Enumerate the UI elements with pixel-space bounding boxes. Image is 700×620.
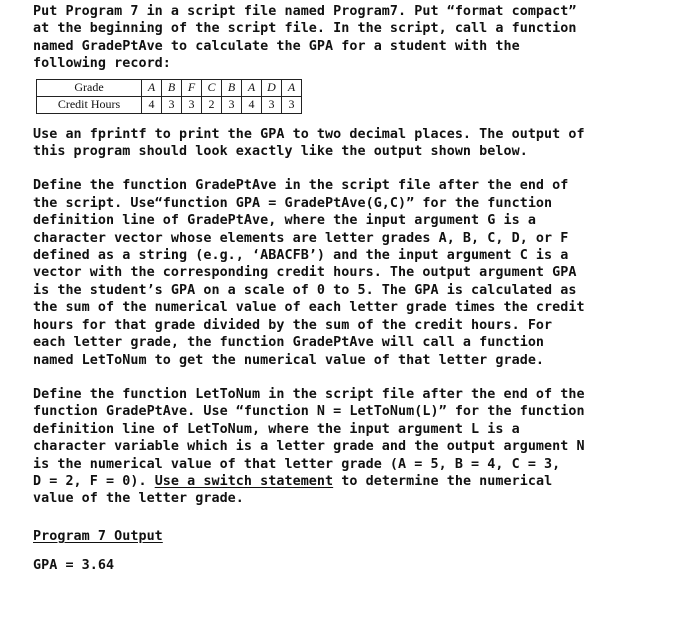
text-line: Define the function LetToNum in the script file after the end of the — [33, 386, 585, 402]
grade-cell: F — [182, 79, 202, 96]
grade-cell: A — [282, 79, 302, 96]
output-heading: Program 7 Output — [33, 528, 163, 544]
text-line: is the student’s GPA on a scale of 0 to 5. The GPA is calculated as — [33, 282, 577, 298]
text-segment: to determine the numerical — [333, 473, 553, 489]
switch-statement-emphasis: Use a switch statement — [154, 473, 334, 489]
text-line: is the numerical value of that letter grade (A = 5, B = 4, C = 3, — [33, 456, 561, 472]
text-line: each letter grade, the function GradePtAve will call a function — [33, 335, 545, 351]
hours-cell: 2 — [202, 96, 222, 113]
text-line — [33, 473, 690, 490]
text-line: function GradePtAve. Use “function N = LetToNum(L)” for the function — [33, 404, 585, 420]
grade-cell: A — [242, 79, 262, 96]
grade-cell: B — [162, 79, 182, 96]
text-segment: D = 2, F = 0). — [33, 473, 155, 489]
text-line: character variable which is a letter grade and the output argument N — [33, 439, 585, 455]
grade-row — [37, 79, 302, 96]
text-line: Put Program 7 in a script file named Program7. Put “format compact” — [33, 4, 577, 19]
text-line: definition line of LetToNum, where the input argument L is a — [33, 421, 520, 437]
intro-paragraph — [33, 3, 690, 73]
text-line: following record: — [33, 56, 171, 72]
text-line: hours for that grade divided by the sum of the credit hours. For — [33, 317, 553, 333]
text-line: Use an fprintf to print the GPA to two decimal places. The output of — [33, 126, 585, 142]
text-line: vector with the corresponding credit hours. The output argument GPA — [33, 265, 577, 281]
hours-cell: 4 — [242, 96, 262, 113]
grade-cell: D — [262, 79, 282, 96]
text-line: character vector whose elements are letter grades A, B, C, D, or F — [33, 230, 569, 246]
hours-cell: 3 — [262, 96, 282, 113]
text-line: named LetToNum to get the numerical value of that letter grade. — [33, 352, 545, 368]
hours-cell: 3 — [282, 96, 302, 113]
hours-cell: 3 — [222, 96, 242, 113]
text-line: defined as a string (e.g., ‘ABACFB’) and the input argument C is a — [33, 248, 569, 264]
text-line: value of the letter grade. — [33, 491, 244, 507]
grade-cell: B — [222, 79, 242, 96]
text-line: at the beginning of the script file. In the script, call a function — [33, 21, 577, 37]
text-line: named GradePtAve to calculate the GPA for a student with the — [33, 38, 520, 54]
grade-header: Grade — [37, 79, 142, 96]
grade-cell: C — [202, 79, 222, 96]
credit-hours-row — [37, 96, 302, 113]
text-line: the script. Use“function GPA = GradePtAve(G,C)” for the function — [33, 195, 553, 211]
text-line: Define the function GradePtAve in the script file after the end of — [33, 178, 569, 194]
credit-hours-header: Credit Hours — [37, 96, 142, 113]
grade-cell: A — [142, 79, 162, 96]
hours-cell: 3 — [182, 96, 202, 113]
lettonum-paragraph — [33, 386, 690, 508]
fprintf-paragraph — [33, 126, 690, 161]
grade-record-table — [36, 79, 302, 114]
text-line: the sum of the numerical value of each letter grade times the credit — [33, 300, 585, 316]
text-line: definition line of GradePtAve, where the input argument G is a — [33, 213, 536, 229]
hours-cell: 4 — [142, 96, 162, 113]
text-line: this program should look exactly like the output shown below. — [33, 144, 528, 160]
hours-cell: 3 — [162, 96, 182, 113]
gradeptave-paragraph — [33, 177, 690, 368]
output-value: GPA = 3.64 — [33, 558, 115, 574]
